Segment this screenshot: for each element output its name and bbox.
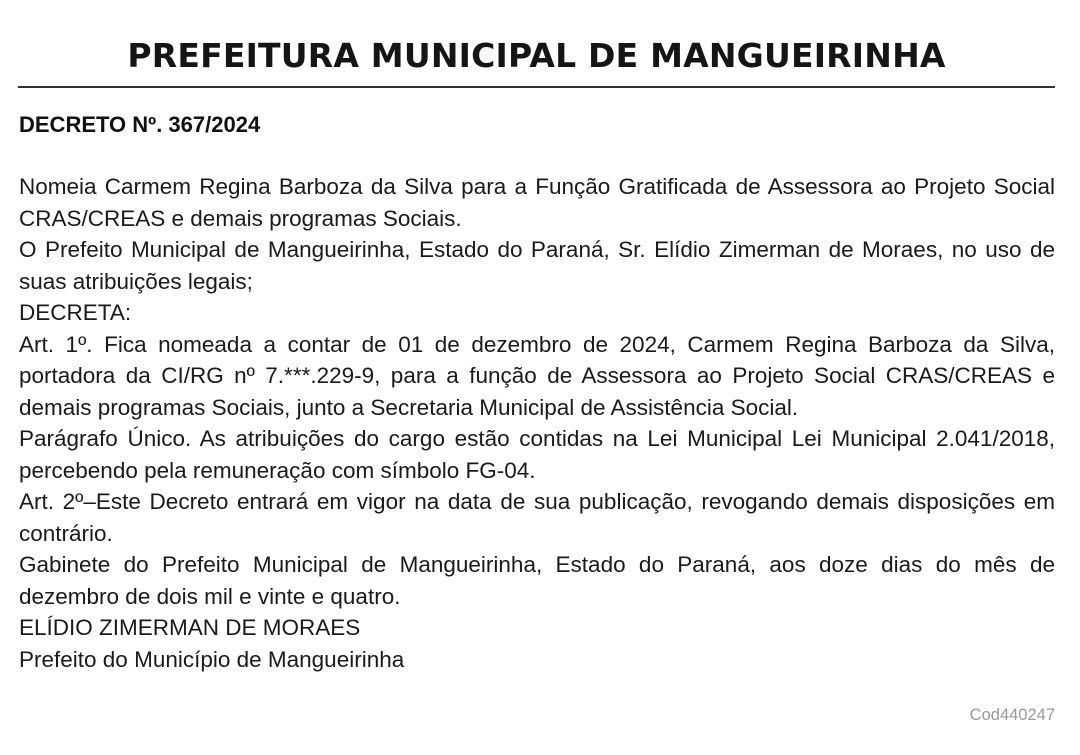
preamble-paragraph: O Prefeito Municipal de Mangueirinha, Estado do Paraná, Sr. Elídio Zimerman de Moraes, no uso de suas atribuições legais; [19,237,1055,294]
decreta-heading: DECRETA: [19,300,132,325]
signatory-name: ELÍDIO ZIMERMAN DE MORAES [19,615,361,640]
article-1: Art. 1º. Fica nomeada a contar de 01 de dezembro de 2024, Carmem Regina Barboza da Silva, portadora da CI/RG nº 7.***.229-9, para a função de Assessora ao Projeto Social CRAS/CREAS e demais programas Sociais, junto a Secretaria Municipal de Assistência Social. [19,331,1055,420]
summary-paragraph: Nomeia Carmem Regina Barboza da Silva para a Função Gratificada de Assessora ao Projeto Social CRAS/CREAS e demais programas Sociais. [19,174,1055,231]
paragrafo-unico: Parágrafo Único. As atribuições do cargo estão contidas na Lei Municipal Lei Municipal 2.041/2018, percebendo pela remuneração com símbolo FG-04. [19,426,1055,483]
publication-code: Cod440247 [969,706,1055,724]
article-2: Art. 2º–Este Decreto entrará em vigor na data de sua publicação, revogando demais disposições em contrário. [19,489,1055,546]
decree-body [19,171,1055,675]
page-title: PREFEITURA MUNICIPAL DE MANGUEIRINHA [127,36,946,75]
signatory-title: Prefeito do Município de Mangueirinha [19,646,405,672]
header-divider [18,86,1055,88]
closing-paragraph: Gabinete do Prefeito Municipal de Mangueirinha, Estado do Paraná, aos doze dias do mês de dezembro de dois mil e vinte e quatro. [19,552,1055,609]
decree-number: DECRETO Nº. 367/2024 [19,112,261,137]
